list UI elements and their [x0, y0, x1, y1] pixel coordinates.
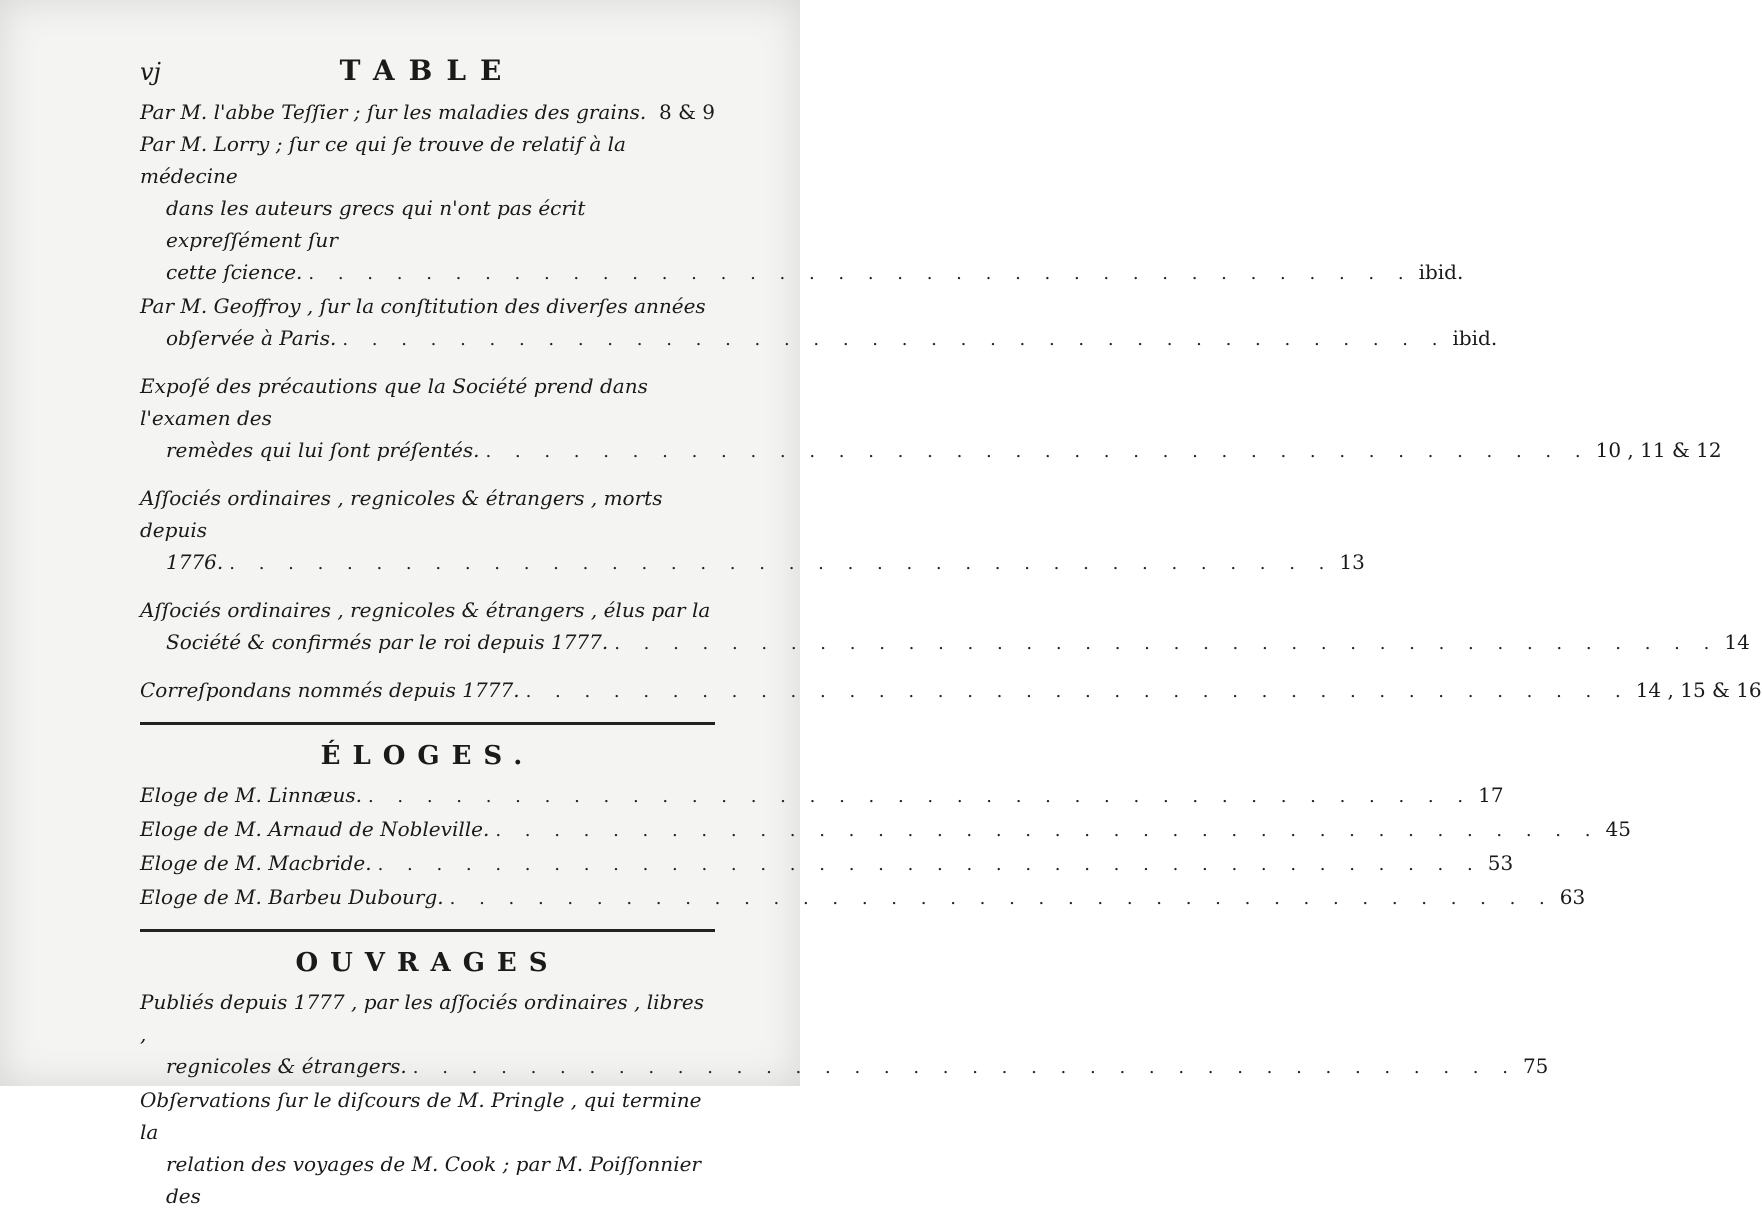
eloges-title: ÉLOGES.: [320, 741, 535, 771]
page-number: 63: [1559, 885, 1586, 909]
table-entry: [140, 96, 715, 128]
page-number: 14: [1724, 630, 1750, 654]
entry-text: 1776.: [166, 550, 224, 574]
table-entry: [140, 986, 1549, 1084]
section-rule: [140, 929, 715, 932]
entry-text: cette ſcience.: [166, 260, 303, 284]
entry-line: [140, 674, 1762, 708]
entry-text: remèdes qui lui ſont préſentés.: [166, 438, 480, 462]
ouvrages-title: OUVRAGES: [295, 948, 560, 978]
entry-text: obſervée à Paris.: [166, 326, 337, 350]
ouvrages-list: [140, 986, 1549, 1212]
eloge-text: Eloge de M. Arnaud de Nobleville.: [140, 817, 490, 841]
entry-line: Publiés depuis 1777 , par les aſſociés ordinaires , libres ,: [140, 990, 705, 1046]
table-entry: [140, 594, 1750, 660]
page-number: 14 , 15 & 16: [1635, 678, 1762, 702]
leader-dots: . . . . . . . . . . . . . . . . . . . . . . . . . . . . . . . . . . . . . .: [412, 1057, 1517, 1078]
eloge-item: [140, 813, 1631, 847]
page-number: 75: [1522, 1054, 1549, 1078]
entry-line: Obſervations ſur le diſcours de M. Pringle , qui termine la: [140, 1088, 702, 1144]
running-header: [140, 52, 715, 96]
page-number: 45: [1605, 817, 1631, 841]
table-entry: [140, 370, 1722, 468]
entry-line: Par M. Geoffroy , ſur la conſtitution des diverſes années: [140, 294, 706, 318]
entry-line: [140, 322, 1498, 356]
entry-line: [140, 434, 1722, 468]
entry-line: Aſſociés ordinaires , regnicoles & étrangers , élus par la: [140, 598, 711, 622]
entry-line: relation des voyages de M. Cook ; par M. Poiſſonnier des: [166, 1152, 701, 1208]
leader-dots: . . . . . . . . . . . . . . . . . . . . . . . . . . . . . . . . . . . . . .: [495, 820, 1600, 841]
eloge-text: Eloge de M. Barbeu Dubourg.: [140, 885, 444, 909]
entry-text: Société & confirmés par le roi depuis 1777.: [166, 630, 609, 654]
section-rule: [140, 722, 715, 725]
entry-line: [140, 1050, 1549, 1084]
leader-dots: . . . . . . . . . . . . . . . . . . . . . . . . . . . . . . . . . . . . . .: [525, 681, 1630, 702]
page-content: [140, 52, 1762, 1212]
eloge-text: Eloge de M. Linnæus.: [140, 783, 362, 807]
entry-line: [140, 256, 1464, 290]
page-number: 10 , 11 & 12: [1595, 438, 1722, 462]
leader-dots: . . . . . . . . . . . . . . . . . . . . . . . . . . . . . . . . . . . . . .: [229, 553, 1334, 574]
page-number: 17: [1478, 783, 1504, 807]
entry-text: regnicoles & étrangers.: [166, 1054, 407, 1078]
page-number: 13: [1339, 550, 1365, 574]
table-entry: [140, 128, 1464, 290]
leader-dots: . . . . . . . . . . . . . . . . . . . . . . . . . . . . . . . . . . . . . .: [308, 263, 1413, 284]
leader-dots: . . . . . . . . . . . . . . . . . . . . . . . . . . . . . . . . . . . . . .: [614, 633, 1719, 654]
leader-dots: . . . . . . . . . . . . . . . . . . . . . . . . . . . . . . . . . . . . . .: [367, 786, 1473, 807]
eloge-item: [140, 847, 1514, 881]
entry-text: Correſpondans nommés depuis 1777.: [140, 678, 520, 702]
entry-line: Expoſé des précautions que la Société prend dans l'examen des: [140, 374, 648, 430]
eloge-text: Eloge de M. Macbride.: [140, 851, 372, 875]
page-title: TABLE: [339, 54, 516, 87]
page-number: 8 & 9: [659, 100, 715, 124]
leader-dots: . . . . . . . . . . . . . . . . . . . . . . . . . . . . . . . . . . . . . .: [485, 441, 1590, 462]
table-entries: [140, 96, 1762, 708]
folio: vj: [140, 58, 161, 86]
entry-line: Aſſociés ordinaires , regnicoles & étrangers , morts depuis: [140, 486, 663, 542]
entry-gap: [140, 356, 715, 370]
entry-line: [140, 96, 715, 128]
leader-dots: . . . . . . . . . . . . . . . . . . . . . . . . . . . . . . . . . . . . . .: [377, 854, 1482, 875]
entry-gap: [140, 580, 715, 594]
eloge-item: [140, 779, 1504, 813]
entry-line: Par M. Lorry ; ſur ce qui ſe trouve de relatif à la médecine: [140, 132, 626, 188]
entry-gap: [140, 468, 715, 482]
table-entry: [140, 674, 1762, 708]
eloge-item: [140, 881, 1586, 915]
leader-dots: . . . . . . . . . . . . . . . . . . . . . . . . . . . . . . . . . . . . . .: [449, 888, 1554, 909]
entry-line: [140, 626, 1750, 660]
entry-line: [140, 546, 1365, 580]
entry-line: dans les auteurs grecs qui n'ont pas écrit expreſſément ſur: [166, 196, 586, 252]
table-entry: [140, 1084, 715, 1212]
leader-dots: . . . . . . . . . . . . . . . . . . . . . . . . . . . . . . . . . . . . . .: [342, 329, 1447, 350]
page-number: ibid.: [1452, 326, 1498, 350]
table-entry: [140, 290, 1498, 356]
page-number: 53: [1487, 851, 1514, 875]
entry-gap: [140, 660, 715, 674]
eloges-list: [140, 779, 1631, 915]
table-entry: [140, 482, 1365, 580]
page-number: ibid.: [1418, 260, 1464, 284]
entry-text: Par M. l'abbe Teſſier ; ſur les maladies des grains.: [140, 100, 647, 124]
